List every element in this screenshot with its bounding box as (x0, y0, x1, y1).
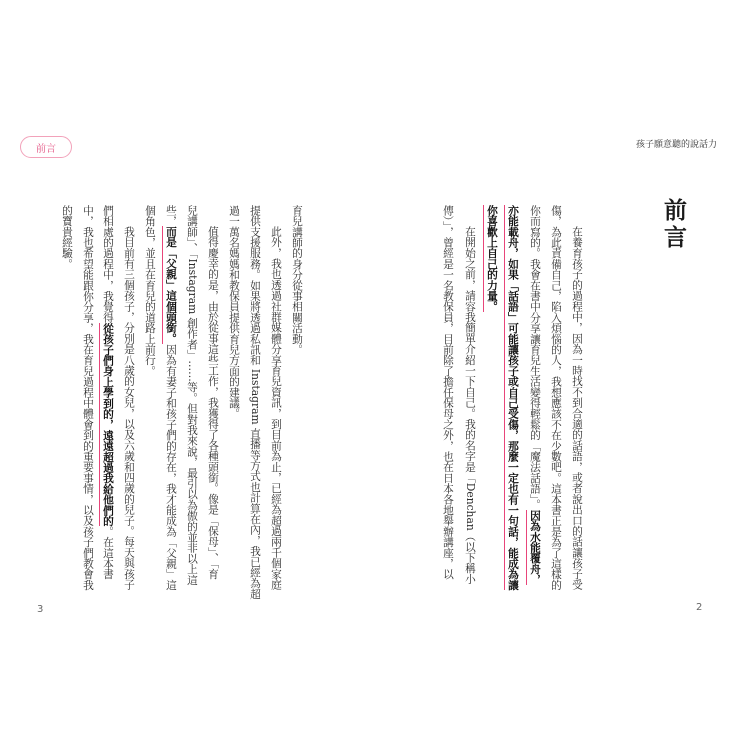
emphasized-text: 而是「父親」這個頭銜。 (162, 226, 178, 344)
chapter-title: 前言 (660, 198, 687, 252)
text-segment: 提供支援服務。如果將透過私訊和 Instagram 直播等方式也計算在內，我已經為超 (249, 205, 262, 600)
page-number: 3 (37, 604, 44, 615)
text-segment: 我目前有三個孩子，分別是八歲的女兒，以及六歲和四歲的兒子。每天與孩子 (123, 226, 136, 591)
text-column (550, 205, 562, 597)
text-segment: 育兒講師的身分從事相關活動。 (291, 205, 304, 355)
text-column (144, 205, 156, 597)
text-column (486, 205, 498, 597)
text-segment: 在開始之前，請容我簡單介紹一下自己。我的名字是「Denchan（以下稱小 (464, 226, 477, 585)
text-segment: 此外，我也透過社群媒體分享育兒資訊，到目前為止，已經為超過兩千個家庭 (270, 226, 283, 591)
text-segment: 。在這本書 (102, 526, 115, 580)
section-tab-label: 前言 (36, 143, 56, 155)
text-column (442, 205, 454, 597)
text-column (571, 205, 583, 597)
text-segment: 過一萬名媽媽和教保員提供育兒方面的建議。 (228, 205, 241, 419)
running-header: 孩子願意聽的說話力 (636, 140, 718, 150)
text-column (207, 205, 219, 597)
text-segment: 值得慶幸的是，由於從事這些工作，我獲得了各種頭銜。像是「保母」、「育 (207, 226, 220, 580)
text-column (507, 205, 519, 597)
text-segment: 你而寫的。我會在書中分享讓育兒生活變得輕鬆的「魔法話語」。 (529, 205, 542, 510)
text-segment: 中，我也希望能跟你分享，我在育兒過程中體會到的重要事情，以及孩子們教會我 (82, 205, 95, 591)
text-segment: 的寶貴經驗。 (61, 205, 74, 270)
text-column (249, 205, 262, 600)
text-column (291, 205, 303, 597)
emphasized-text: 你喜歡上自己的力量。 (483, 205, 499, 312)
text-column (165, 205, 177, 597)
text-segment: 傷，為此責備自己，陷入煩惱的人，我想應該不在少數吧。這本書正是為了這樣的 (550, 205, 563, 591)
page-number: 2 (696, 602, 703, 613)
right-page (375, 0, 750, 750)
text-column (82, 205, 94, 597)
text-segment: 兒講師」、「Instagram 創作者」……等。但對我來說，最引以為傲的並非以上這 (186, 205, 199, 586)
text-segment: 因為有妻子和孩子們的存在，我才能成為「父親」這 (165, 344, 178, 591)
text-segment: 傳）」，曾經是一名教保員，目前除了擔任保母之外，也在日本各地舉辦講座，以 (442, 205, 455, 580)
text-column (270, 205, 282, 597)
emphasized-text: 因為水能覆舟， (526, 510, 542, 585)
text-column (102, 205, 114, 597)
text-segment: 在養育孩子的過程中，因為一時找不到合適的話語，或者說出口的話讓孩子受 (571, 226, 584, 591)
text-column (464, 205, 476, 597)
text-column (61, 205, 73, 597)
text-segment: 們相處的過程中，我覺得 (102, 205, 115, 323)
emphasized-text: 從孩子們身上學到的，遠遠超過我給他們的 (99, 323, 115, 526)
emphasized-text: 亦能載舟，如果「話語」可能讓孩子或自己受傷，那麼一定也有一句話，能成為讓 (504, 205, 520, 590)
text-segment: 些， (165, 205, 178, 227)
text-column (529, 205, 541, 597)
section-tab (20, 136, 72, 158)
text-column (123, 205, 135, 597)
text-column (186, 205, 198, 597)
text-column (228, 205, 240, 597)
text-segment: 個角色，並且在育兒的道路上前行。 (144, 205, 157, 377)
